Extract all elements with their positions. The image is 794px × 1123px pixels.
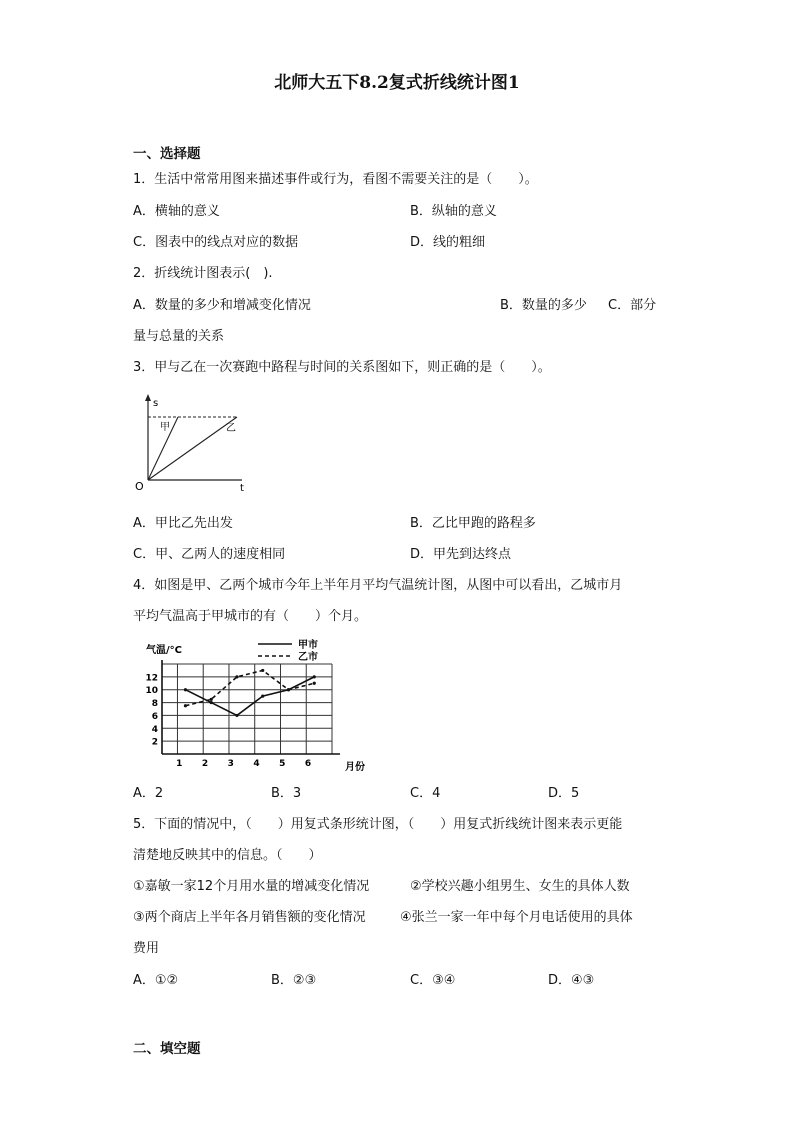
q5-option-a: A．①② (133, 973, 179, 988)
q5-item-4: ④张兰一家一年中每个月电话使用的具体 (400, 910, 633, 925)
legend-label: 甲市 (298, 640, 318, 651)
q2-option-c: C．部分 (608, 298, 657, 313)
chart-x-tick-label: 5 (279, 759, 286, 769)
q3-origin-label: O (135, 480, 144, 493)
q1-option-a: A．横轴的意义 (133, 204, 220, 219)
q3-label-jia: 甲 (160, 422, 170, 433)
q2-option-a: A．数量的多少和增减变化情况 (133, 298, 311, 313)
q1-stem: 1．生活中常常用图来描述事件或行为，看图不需要关注的是（ ）。 (133, 172, 538, 187)
chart-x-tick-label: 4 (253, 759, 260, 769)
q1-option-d: D．线的粗细 (410, 235, 486, 250)
section-choice-heading: 一、选择题 (133, 146, 201, 162)
q4-stem-line2: 平均气温高于甲城市的有（ ）个月。 (133, 609, 368, 624)
q5-item-4-continued: 费用 (133, 941, 160, 956)
q5-stem-line2: 清楚地反映其中的信息。（ ） (133, 848, 322, 863)
q4-option-d: D．5 (548, 786, 580, 801)
q4-option-b: B．3 (271, 786, 302, 801)
q3-stem: 3．甲与乙在一次赛跑中路程与时间的关系图如下，则正确的是（ ）。 (133, 360, 551, 375)
series-point (210, 701, 213, 704)
chart-axes (162, 660, 340, 754)
chart-y-tick-label: 2 (151, 737, 158, 748)
chart-grid (162, 664, 332, 754)
legend-label: 乙市 (298, 652, 318, 663)
q5-option-d: D．④③ (548, 973, 595, 988)
series-point (261, 695, 264, 698)
q5-option-b: B．②③ (271, 973, 317, 988)
chart-x-axis-label: 月份 (345, 762, 365, 773)
q4-stem-line1: 4．如图是甲、乙两个城市今年上半年月平均气温统计图，从图中可以看出，乙城市月 (133, 578, 623, 593)
q5-item-3: ③两个商店上半年各月销售额的变化情况 (133, 910, 366, 925)
q5-item-1: ①嘉敏一家12个月用水量的增减变化情况 (133, 879, 370, 894)
q3-option-a: A．甲比乙先出发 (133, 516, 233, 531)
q3-y-label: s (153, 398, 159, 409)
series-line-yi (185, 670, 314, 705)
section-fill-heading: 二、填空题 (133, 1041, 201, 1057)
q3-distance-time-graph (130, 390, 255, 495)
page-title: 北师大五下8.2复式折线统计图1 (274, 73, 520, 93)
q5-option-c: C．③④ (410, 973, 456, 988)
chart-y-tick-label: 6 (151, 711, 158, 722)
q5-stem-line1: 5．下面的情况中，（ ）用复式条形统计图，（ ）用复式折线统计图来表示更能 (133, 817, 623, 832)
chart-x-tick-label: 3 (227, 759, 234, 769)
q2-option-b: B．数量的多少 (500, 298, 587, 313)
chart-y-tick-label: 4 (151, 724, 158, 735)
series-point (235, 675, 238, 678)
q4-option-c: C．4 (410, 786, 441, 801)
q2-stem: 2．折线统计图表示( ). (133, 266, 273, 281)
series-point (261, 669, 264, 672)
chart-y-tick-label: 8 (151, 699, 158, 710)
series-point (210, 698, 213, 701)
chart-y-tick-label: 12 (145, 673, 158, 684)
q3-label-yi: 乙 (226, 423, 236, 434)
series-point (235, 714, 238, 717)
chart-y-tick-label: 10 (145, 686, 158, 697)
series-point (313, 682, 316, 685)
q3-y-arrow (145, 394, 151, 401)
q3-option-b: B．乙比甲跑的路程多 (410, 516, 536, 531)
q3-x-label: t (240, 483, 244, 494)
series-point (184, 688, 187, 691)
q1-option-b: B．纵轴的意义 (410, 204, 497, 219)
chart-y-axis-label: 气温/°C (146, 645, 182, 656)
chart-x-tick-label: 6 (304, 759, 312, 769)
q3-option-d: D．甲先到达终点 (410, 547, 512, 562)
q3-option-c: C．甲、乙两人的速度相同 (133, 547, 286, 562)
q2-option-c-continued: 量与总量的关系 (133, 329, 225, 344)
chart-x-tick-label: 2 (201, 759, 209, 769)
series-point (184, 704, 187, 707)
chart-legend (258, 638, 318, 663)
series-point (313, 675, 316, 678)
chart-x-tick-label: 1 (176, 759, 183, 769)
q4-temperature-chart (130, 636, 390, 776)
series-point (287, 688, 290, 691)
series-line-jia (185, 677, 314, 716)
q4-option-a: A．2 (133, 786, 164, 801)
q1-option-c: C．图表中的线点对应的数据 (133, 235, 299, 250)
q5-item-2: ②学校兴趣小组男生、女生的具体人数 (410, 879, 630, 894)
